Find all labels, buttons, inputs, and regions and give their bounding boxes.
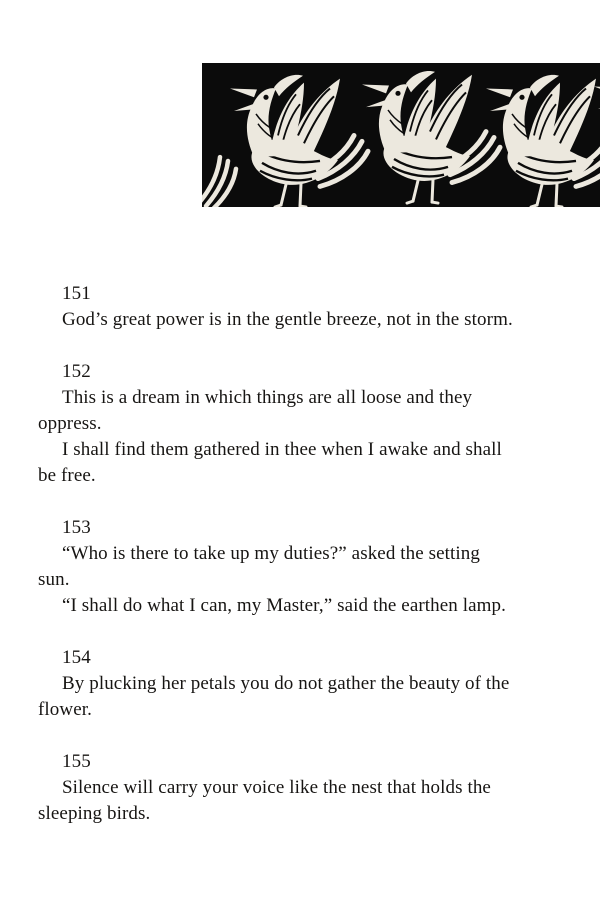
aphorism-line: “I shall do what I can, my Master,” said the earthen lamp. [62, 595, 506, 616]
aphorism-152 [38, 359, 586, 489]
aphorism-line: flower. [38, 699, 92, 720]
aphorism-line: oppress. [38, 413, 102, 434]
aphorism-155 [38, 749, 586, 827]
aphorism-line: God’s great power is in the gentle breeze, not in the storm. [62, 309, 513, 330]
aphorism-line: By plucking her petals you do not gather the beauty of the [62, 673, 510, 694]
aphorism-151 [38, 281, 586, 333]
aphorism-number: 153 [62, 517, 91, 538]
aphorism-154 [38, 645, 586, 723]
aphorism-line: be free. [38, 465, 96, 486]
bird-frieze-svg [202, 63, 600, 207]
aphorism-number: 155 [62, 751, 91, 772]
aphorism-line: I shall find them gathered in thee when I awake and shall [62, 439, 502, 460]
aphorism-text-block [38, 281, 586, 827]
aphorism-153 [38, 515, 586, 619]
aphorism-line: “Who is there to take up my duties?” asked the setting [62, 543, 481, 564]
aphorism-number: 152 [62, 361, 91, 382]
aphorism-line: Silence will carry your voice like the nest that holds the [62, 777, 491, 798]
bird-frieze-illustration [202, 63, 600, 207]
aphorism-line: sun. [38, 569, 70, 590]
aphorism-line: This is a dream in which things are all loose and they [62, 387, 473, 408]
aphorism-number: 154 [62, 647, 91, 668]
aphorism-number: 151 [62, 283, 91, 304]
aphorism-line: sleeping birds. [38, 803, 151, 824]
